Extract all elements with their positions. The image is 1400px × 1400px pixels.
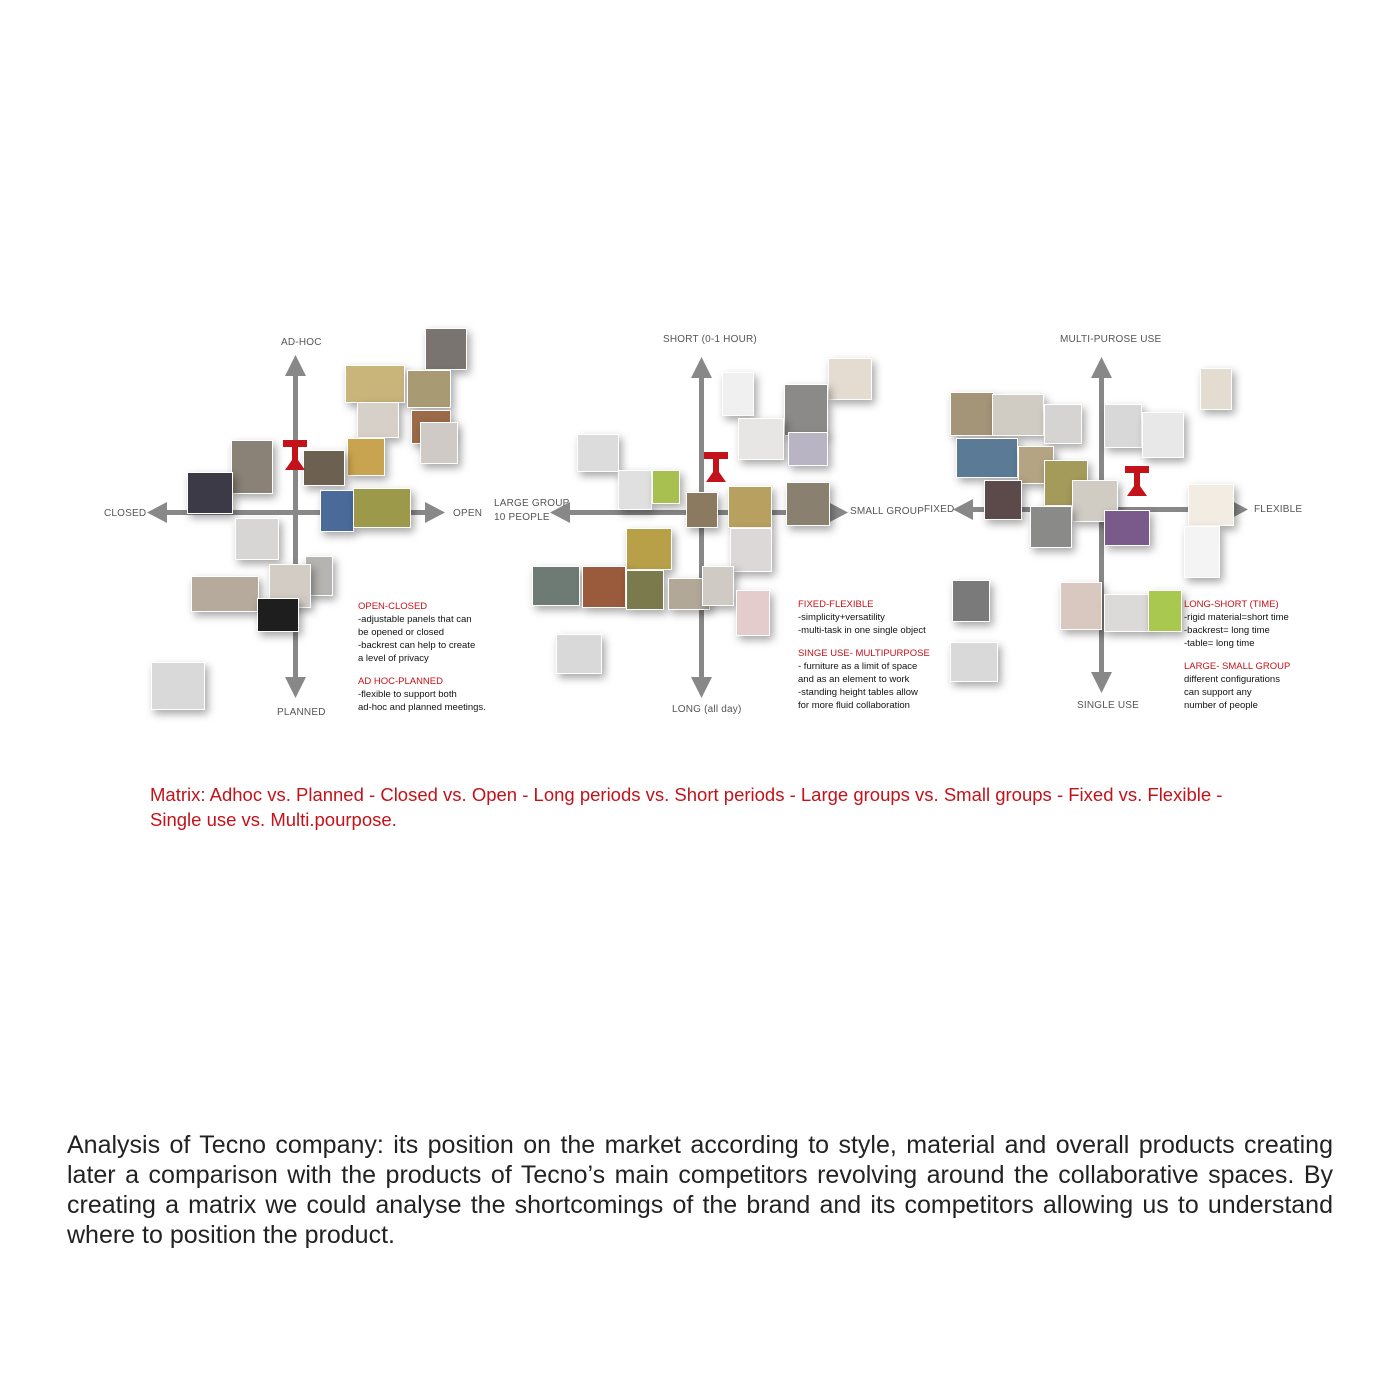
product-photo bbox=[347, 438, 385, 476]
note-line: -rigid material=short time bbox=[1184, 612, 1289, 623]
arrow-icon bbox=[691, 677, 712, 698]
note-block bbox=[1184, 598, 1354, 712]
product-photo bbox=[582, 566, 626, 608]
matrix-short-long bbox=[490, 320, 930, 740]
note-heading: SINGE USE- MULTIPURPOSE bbox=[798, 648, 930, 659]
note-line: a level of privacy bbox=[358, 653, 429, 664]
note-line: -multi-task in one single object bbox=[798, 625, 926, 636]
product-photo bbox=[626, 528, 672, 570]
axis-label-right: FLEXIBLE bbox=[1254, 504, 1303, 515]
product-photo bbox=[1200, 368, 1232, 410]
note-line: be opened or closed bbox=[358, 627, 445, 638]
product-photo bbox=[320, 490, 354, 532]
product-photo bbox=[577, 434, 619, 472]
tecno-logo bbox=[282, 438, 308, 472]
product-photo bbox=[231, 440, 273, 494]
note-line: different configurations bbox=[1184, 674, 1280, 685]
product-photo bbox=[626, 570, 664, 610]
matrix-adhoc-planned bbox=[95, 320, 535, 740]
note-line: - furniture as a limit of space bbox=[798, 661, 918, 672]
note-line: -table= long time bbox=[1184, 638, 1255, 649]
note-heading: LONG-SHORT (TIME) bbox=[1184, 599, 1279, 610]
product-photo bbox=[532, 566, 580, 606]
note-line: -adjustable panels that can bbox=[358, 614, 472, 625]
product-photo bbox=[788, 432, 828, 466]
product-photo bbox=[1030, 506, 1072, 548]
note-line: ad-hoc and planned meetings. bbox=[358, 702, 486, 713]
arrow-icon bbox=[147, 502, 167, 523]
product-photo bbox=[738, 418, 784, 460]
product-photo bbox=[722, 372, 754, 416]
product-photo bbox=[730, 528, 772, 572]
product-photo bbox=[652, 470, 680, 504]
product-photo bbox=[1188, 484, 1234, 526]
axis-label-top: MULTI-PUROSE USE bbox=[1060, 334, 1162, 345]
note-line: -standing height tables allow bbox=[798, 687, 918, 698]
tecno-logo bbox=[703, 450, 729, 484]
product-photo bbox=[784, 384, 828, 436]
product-photo bbox=[187, 472, 233, 514]
product-photo bbox=[736, 590, 770, 636]
product-photo bbox=[1184, 526, 1220, 578]
arrow-icon bbox=[1091, 357, 1112, 378]
arrow-icon bbox=[425, 502, 445, 523]
axis-label-top: SHORT (0-1 HOUR) bbox=[663, 334, 757, 345]
tecno-logo bbox=[1124, 464, 1150, 498]
note-line: number of people bbox=[1184, 700, 1258, 711]
product-photo bbox=[686, 492, 718, 528]
note-heading: OPEN-CLOSED bbox=[358, 601, 428, 612]
product-photo bbox=[425, 328, 467, 370]
product-photo bbox=[1044, 404, 1082, 444]
axis-label-right: SMALL GROUP bbox=[850, 506, 925, 517]
product-photo bbox=[556, 634, 602, 674]
product-photo bbox=[1104, 510, 1150, 546]
product-photo bbox=[950, 642, 998, 682]
product-photo bbox=[984, 480, 1022, 520]
arrow-icon bbox=[1091, 672, 1112, 693]
product-photo bbox=[1142, 412, 1184, 458]
axis-label-left: CLOSED bbox=[104, 508, 147, 519]
product-photo bbox=[345, 365, 405, 403]
note-line: -simplicity+versatility bbox=[798, 612, 885, 623]
axis-label-left: LARGE GROUP bbox=[494, 498, 570, 509]
product-photo bbox=[828, 358, 872, 400]
axis-label-left-sub: 10 PEOPLE bbox=[494, 512, 550, 523]
product-photo bbox=[1104, 594, 1150, 632]
product-photo bbox=[618, 470, 652, 510]
matrix-multipurpose-single bbox=[920, 320, 1360, 740]
note-line: for more fluid collaboration bbox=[798, 700, 910, 711]
arrow-icon bbox=[285, 355, 306, 376]
arrow-icon bbox=[285, 677, 306, 698]
product-photo bbox=[420, 422, 458, 464]
product-photo bbox=[728, 486, 772, 528]
product-photo bbox=[191, 576, 259, 612]
axis-label-right: OPEN bbox=[453, 508, 483, 519]
product-photo bbox=[952, 580, 990, 622]
description-paragraph: Analysis of Tecno company: its position on the market according to style, material and overall products creating later a comparison with the products of Tecno’s main competitors revolving around the collaborative spaces. By creating a matrix we could analyse the shortcomings of the brand and its competitors allowing us to understand where to position the product. bbox=[67, 1131, 1333, 1249]
arrow-icon bbox=[953, 499, 973, 520]
note-heading: AD HOC-PLANNED bbox=[358, 676, 443, 687]
product-photo bbox=[992, 394, 1044, 436]
product-photo bbox=[786, 482, 830, 526]
product-photo bbox=[1060, 582, 1102, 630]
product-photo bbox=[1148, 590, 1182, 632]
product-photo bbox=[950, 392, 994, 436]
arrow-icon bbox=[691, 357, 712, 378]
product-photo bbox=[353, 488, 411, 528]
note-line: and as an element to work bbox=[798, 674, 910, 685]
note-heading: LARGE- SMALL GROUP bbox=[1184, 661, 1291, 672]
note-line: -flexible to support both bbox=[358, 689, 457, 700]
note-heading: FIXED-FLEXIBLE bbox=[798, 599, 874, 610]
product-photo bbox=[1104, 404, 1142, 448]
product-photo bbox=[956, 438, 1018, 478]
axis-label-bottom: SINGLE USE bbox=[1077, 700, 1140, 711]
axis-label-bottom: LONG (all day) bbox=[672, 704, 742, 715]
axis-label-top: AD-HOC bbox=[281, 337, 322, 348]
note-line: can support any bbox=[1184, 687, 1252, 698]
product-photo bbox=[257, 598, 299, 632]
product-photo bbox=[702, 566, 734, 606]
product-photo bbox=[235, 518, 279, 560]
axis-label-left: FIXED bbox=[924, 504, 955, 515]
axis-label-bottom: PLANNED bbox=[277, 707, 326, 718]
product-photo bbox=[357, 402, 399, 438]
note-line: -backrest can help to create bbox=[358, 640, 476, 651]
product-photo bbox=[303, 450, 345, 486]
product-photo bbox=[151, 662, 205, 710]
product-photo bbox=[407, 370, 451, 408]
matrix-caption: Matrix: Adhoc vs. Planned - Closed vs. Open - Long periods vs. Short periods - Large groups vs. Small groups - Fixed vs. Flexible - Single use vs. Multi.pourpose. bbox=[150, 784, 1223, 830]
arrow-icon bbox=[828, 502, 848, 523]
note-line: -backrest= long time bbox=[1184, 625, 1270, 636]
